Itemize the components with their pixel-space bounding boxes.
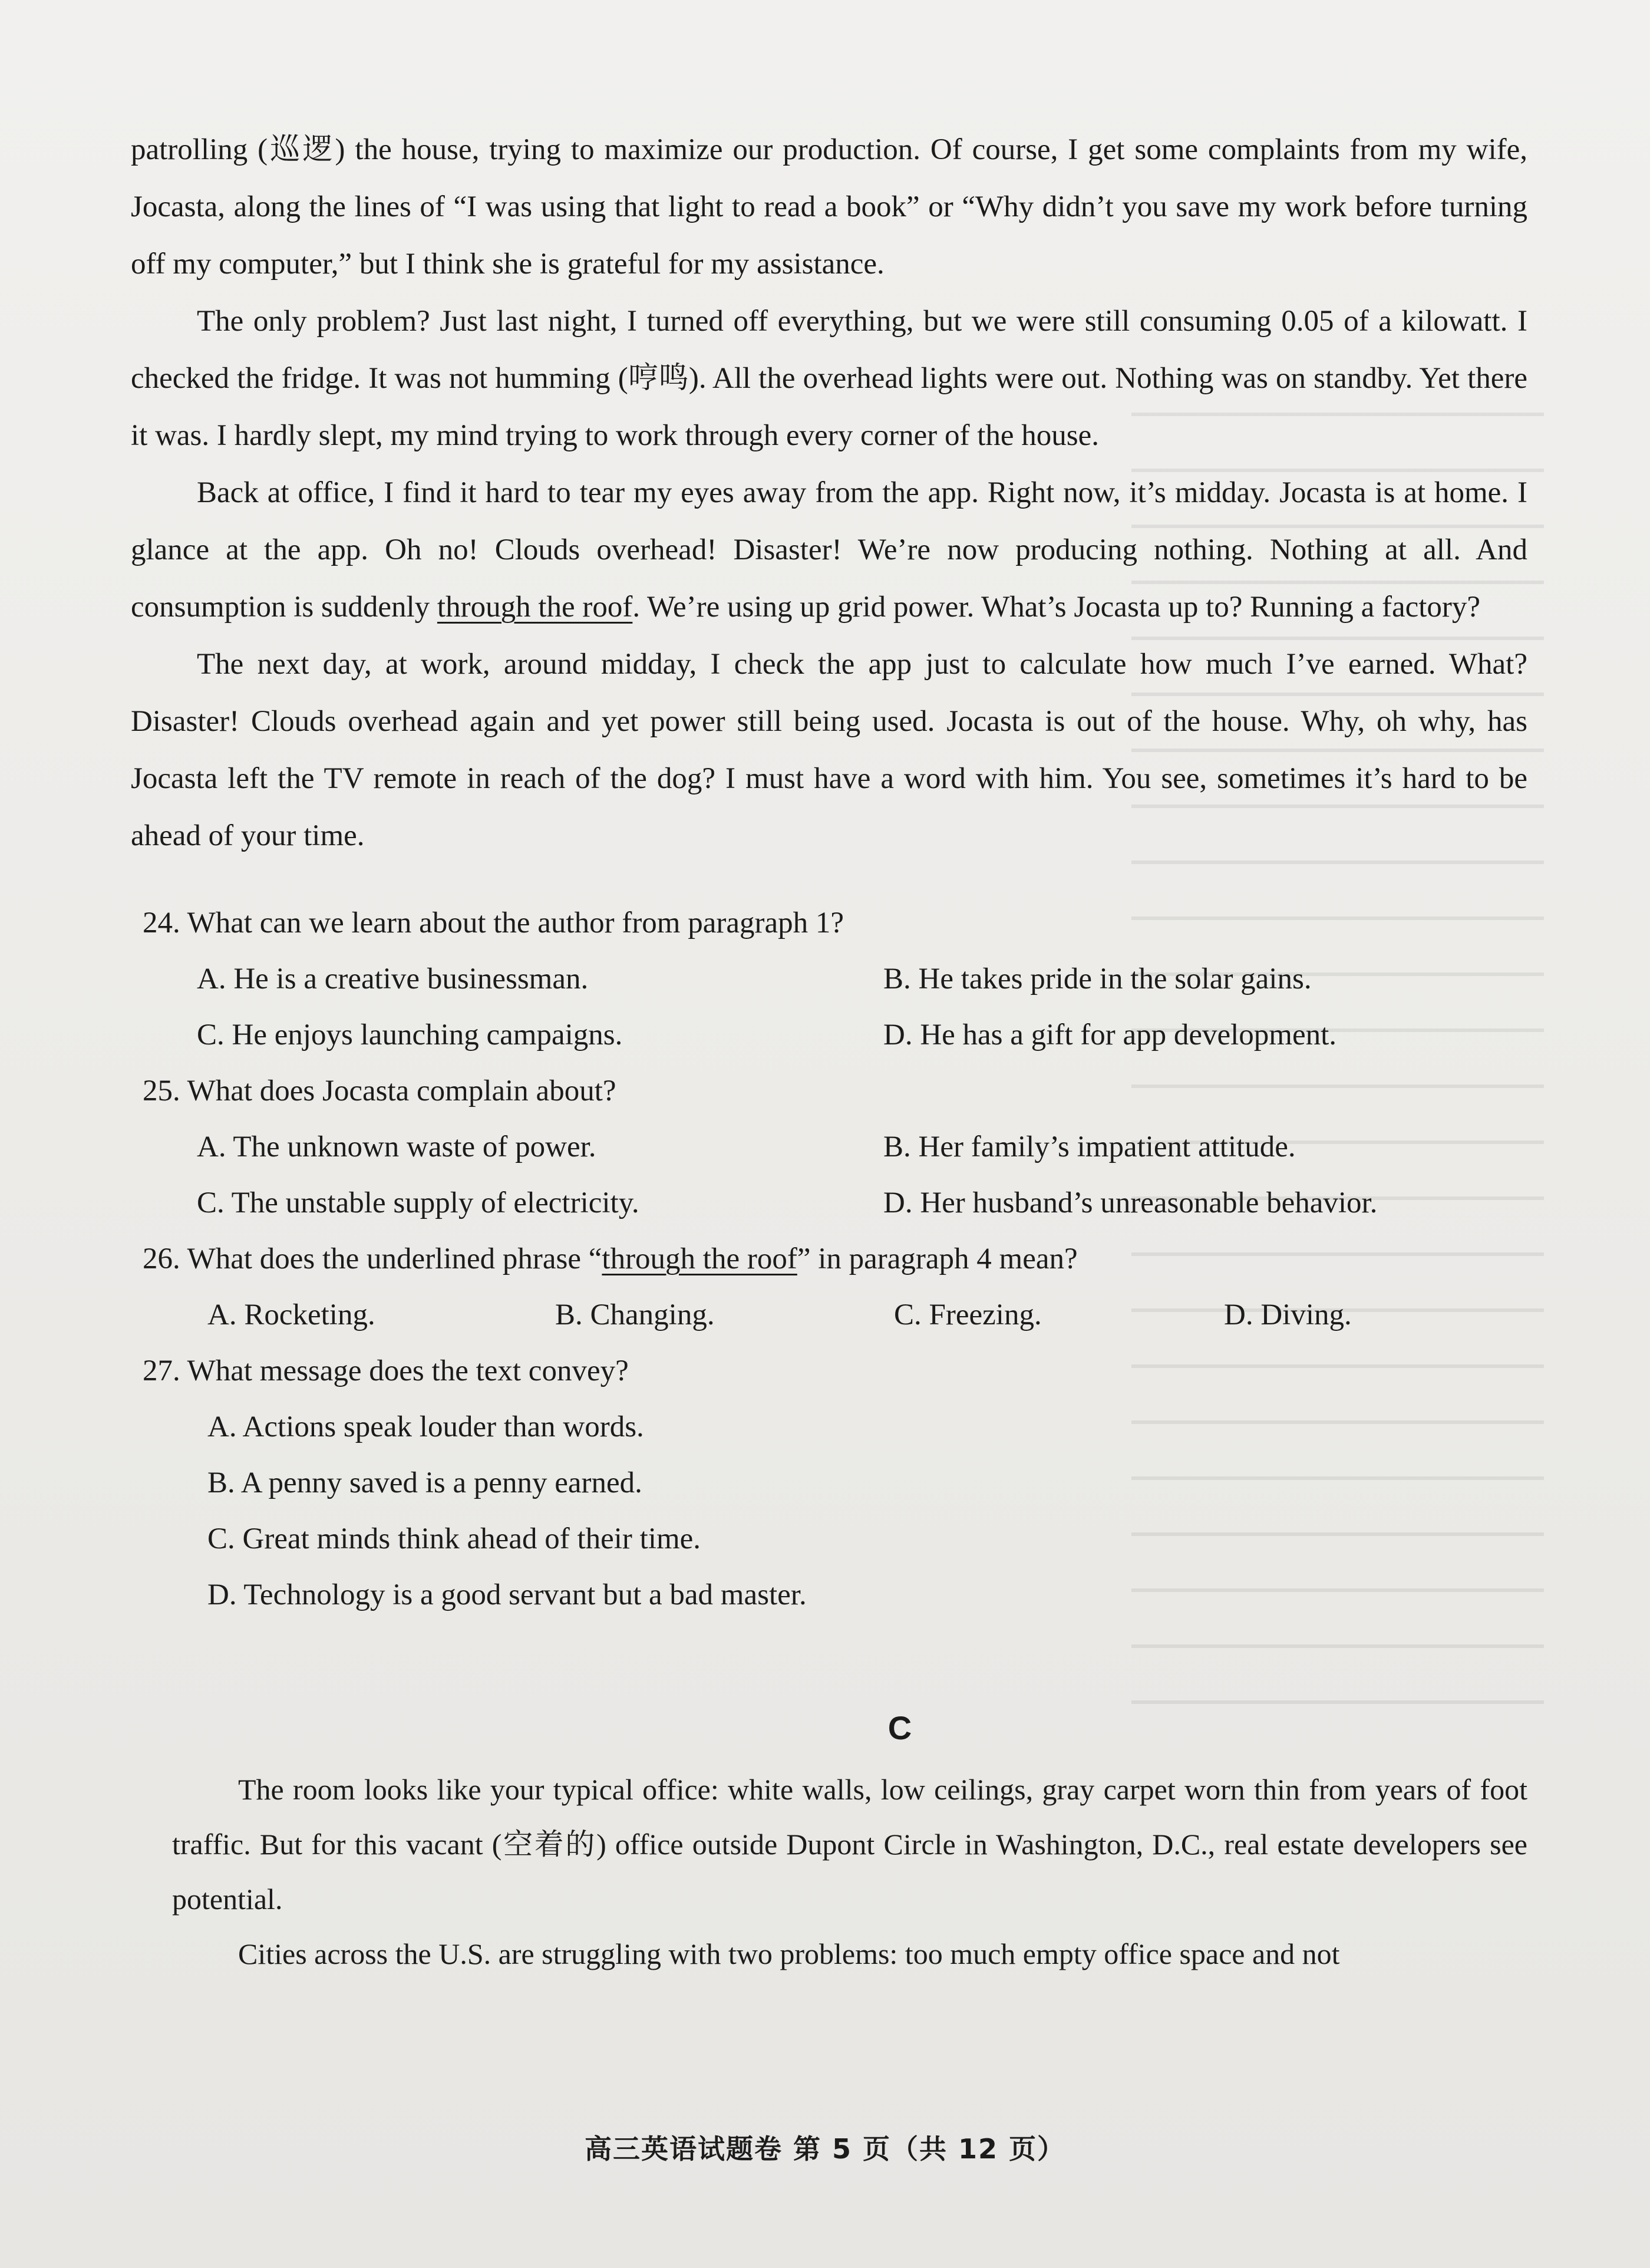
question-24 <box>131 895 1527 1063</box>
question-stem: 25. What does Jocasta complain about? <box>143 1074 616 1107</box>
paragraph-3 <box>131 464 1527 636</box>
underlined-phrase: through the roof <box>602 1242 797 1275</box>
question-25 <box>131 1063 1527 1231</box>
reading-passage-b <box>131 121 1527 1982</box>
option-b: B. He takes pride in the solar gains. <box>883 962 1312 995</box>
underlined-phrase: through the roof <box>437 591 633 624</box>
option-a: A. Actions speak louder than words. <box>207 1410 644 1443</box>
option-d: D. Her husband’s unreasonable behavior. <box>883 1186 1378 1219</box>
option-d: D. Technology is a good servant but a bad master. <box>207 1578 807 1611</box>
option-b: B. A penny saved is a penny earned. <box>207 1466 642 1499</box>
question-stem-after: ” in paragraph 4 mean? <box>797 1242 1078 1275</box>
question-stem: 24. What can we learn about the author from paragraph 1? <box>143 906 844 939</box>
option-b: B. Changing. <box>555 1298 715 1331</box>
reading-passage-c <box>131 1762 1527 1982</box>
paragraph-1: patrolling (巡逻) the house, trying to maximize our production. Of course, I get some complaints from my wife, Jocasta, along the lines of “I was using that light to read a book” or “Why didn’t you save my work before turning off my computer,” but I think she is grateful for my assistance. <box>131 133 1527 281</box>
option-d: D. Diving. <box>1224 1298 1352 1331</box>
option-a: A. Rocketing. <box>207 1298 375 1331</box>
paragraph-3-text-before: Back at office, I find it hard to tear my eyes away from the app. Right now, it’s midday. Jocasta is at home. I glance at the app. Oh no! Clouds overhead! Disaster! We’re now producing nothing. Nothing at all. And consumption is suddenly <box>131 476 1527 624</box>
paragraph-3-text-after: . We’re using up grid power. What’s Jocasta up to? Running a factory? <box>632 591 1481 624</box>
section-heading: C <box>887 1709 912 1746</box>
question-stem <box>131 1231 1527 1287</box>
option-c: C. The unstable supply of electricity. <box>197 1186 639 1219</box>
question-27 <box>131 1343 1527 1623</box>
option-c: C. He enjoys launching campaigns. <box>197 1018 623 1051</box>
paragraph-c2: Cities across the U.S. are struggling with two problems: too much empty office space and not <box>238 1937 1340 1970</box>
paragraph-4: The next day, at work, around midday, I check the app just to calculate how much I’ve earned. What? Disaster! Clouds overhead again and yet power still being used. Jocasta is out of the house. Why, oh why, has Jocasta left the TV remote in reach of the dog? I must have a word with him. You see, sometimes it’s hard to be ahead of your time. <box>131 648 1527 852</box>
option-c: C. Great minds think ahead of their time. <box>207 1522 701 1555</box>
paragraph-2: The only problem? Just last night, I turned off everything, but we were still consuming 0.05 of a kilowatt. I checked the fridge. It was not humming (哼鸣). All the overhead lights were out. Nothing was on standby. Yet there it was. I hardly slept, my mind trying to work through every corner of the house. <box>131 305 1527 452</box>
page-footer: 高三英语试题卷 第 5 页（共 12 页） <box>584 2133 1066 2165</box>
option-a: A. He is a creative businessman. <box>197 962 589 995</box>
question-stem: 27. What message does the text convey? <box>143 1354 629 1387</box>
option-d: D. He has a gift for app development. <box>883 1018 1337 1051</box>
question-26 <box>131 1231 1527 1343</box>
question-list <box>131 895 1527 1623</box>
paragraph-c1: The room looks like your typical office: white walls, low ceilings, gray carpet worn thin from years of foot traffic. But for this vacant (空着的) office outside Dupont Circle in Washington, D.C., real estate developers see potential. <box>172 1773 1527 1916</box>
option-c: C. Freezing. <box>894 1298 1042 1331</box>
option-b: B. Her family’s impatient attitude. <box>883 1130 1296 1163</box>
option-a: A. The unknown waste of power. <box>197 1130 596 1163</box>
question-stem-before: 26. What does the underlined phrase “ <box>143 1242 602 1275</box>
